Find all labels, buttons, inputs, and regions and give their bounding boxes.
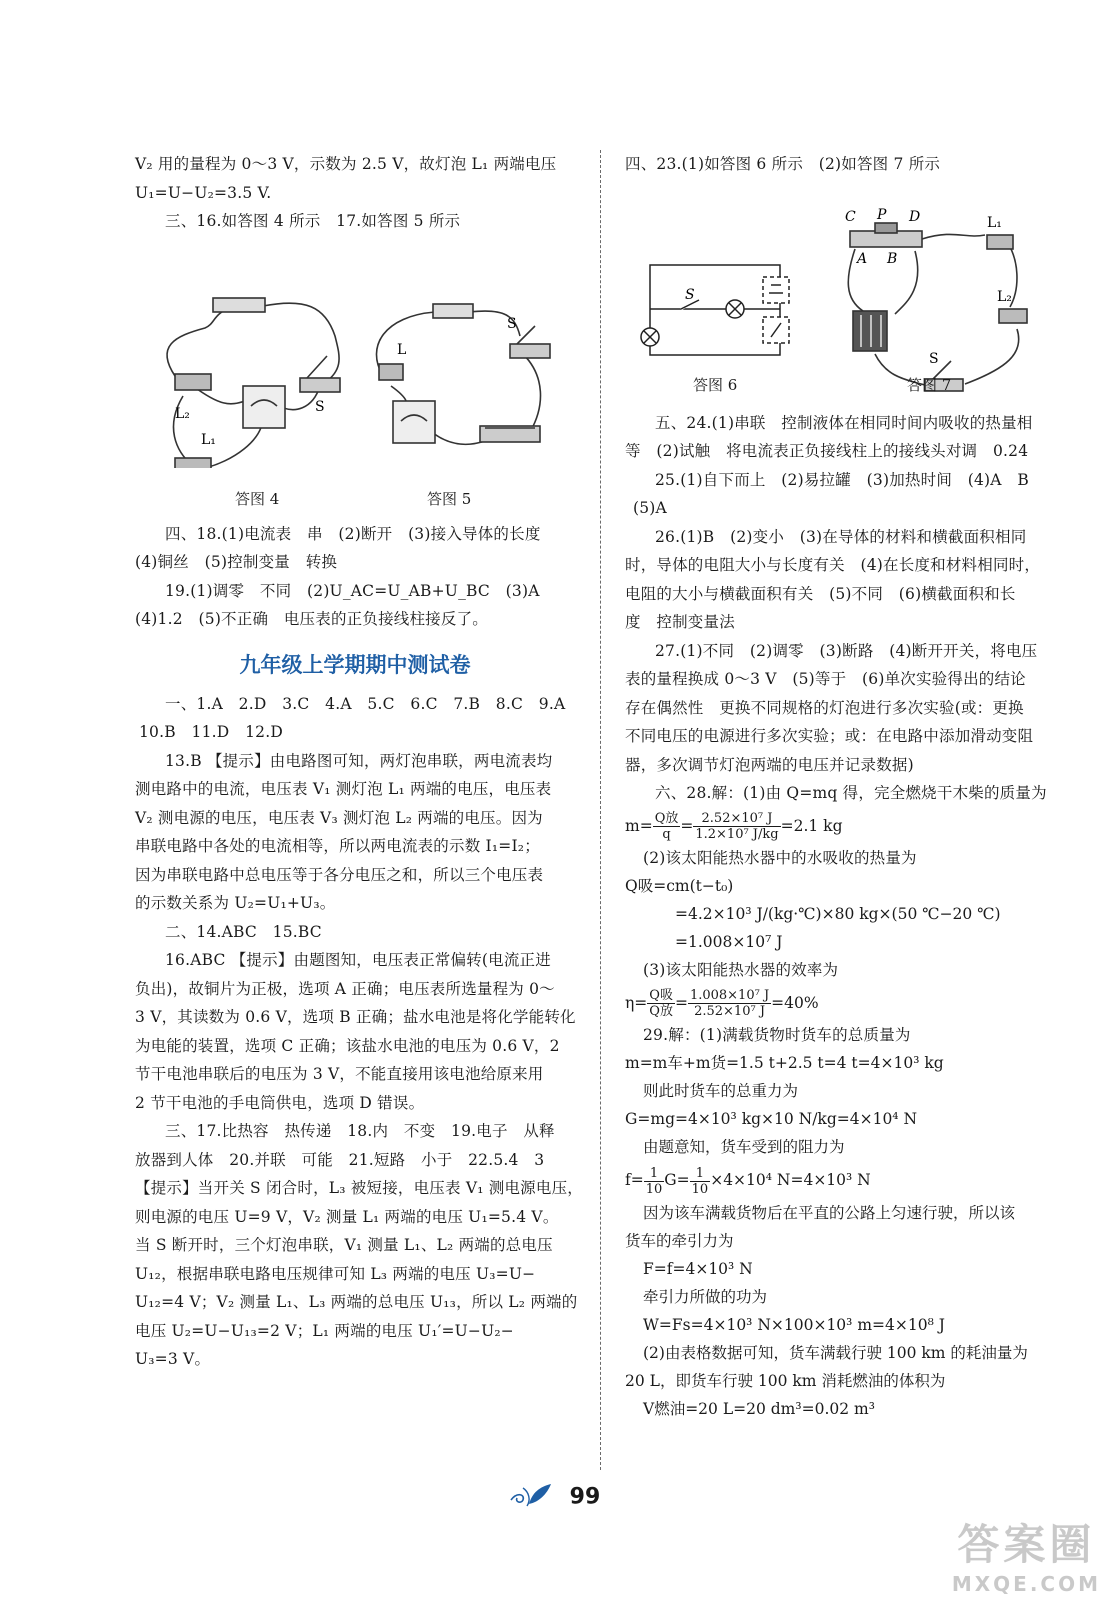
- answer-q14: 二、14.ABC 15.BC: [165, 922, 322, 941]
- equation-line: V燃油=20 L=20 dm³=0.02 m³: [643, 1400, 875, 1418]
- answer-q17-line: 【提示】当开关 S 闭合时，L₃ 被短接，电压表 V₁ 测电源电压，: [135, 1179, 583, 1197]
- fraction-denominator: Q放: [649, 1004, 673, 1019]
- watermark: [952, 1512, 1101, 1596]
- figures-6-7: [625, 179, 1065, 401]
- answer-q17-line: U₁₂，根据串联电路电压规律可知 L₃ 两端的电压 U₃=U−: [135, 1264, 536, 1283]
- eq-mid: =: [674, 993, 688, 1012]
- fraction-denominator: 10: [645, 1181, 663, 1197]
- fraction: [688, 988, 771, 1019]
- answer-q16-line: 节干电池串联后的电压为 3 V，不能直接用该电池给原来用: [135, 1065, 544, 1083]
- answer-q19-line1: 19.(1)调零 不同 (2)U_AC=U_AB+U_BC (3)A: [165, 581, 540, 600]
- right-column: [625, 150, 1065, 1423]
- text-line: 由题意知，货车受到的阻力为: [643, 1138, 845, 1156]
- watermark-line1: 答案圈: [957, 1520, 1096, 1569]
- fraction-numerator: 1.008×10⁷ J: [689, 988, 770, 1003]
- equation-line: m=m车+m货=1.5 t+2.5 t=4 t=4×10³ kg: [625, 1054, 944, 1072]
- left-column: [135, 150, 583, 1374]
- answer-q26-line: 电阻的大小与横截面积有关 (5)不同 (6)横截面积和长: [625, 584, 1016, 603]
- fraction: [693, 811, 780, 842]
- answer-q19-line2: (4)1.2 (5)不正确 电压表的正负接线柱接反了。: [135, 610, 488, 628]
- label-d: D: [909, 208, 921, 225]
- answer-q24-line1: 五、24.(1)串联 控制液体在相同时间内吸收的热量相: [655, 413, 1033, 432]
- fraction: [647, 988, 675, 1019]
- eq-lhs: η=: [625, 993, 648, 1012]
- answer-q13-line: 13.B 【提示】由电路图可知，两灯泡串联，两电流表均: [165, 751, 553, 770]
- fraction-denominator: 1.2×10⁷ J/kg: [695, 827, 779, 842]
- answer-q17-line: U₁₂=4 V；V₂ 测量 L₁、L₃ 两端的总电压 U₁₃，所以 L₂ 两端的: [135, 1293, 578, 1311]
- equation-line: F=f=4×10³ N: [643, 1260, 753, 1278]
- label-s: S: [315, 398, 325, 415]
- eq-mid: =: [680, 816, 694, 835]
- equation-line: Q吸=cm(t−t₀): [625, 877, 734, 895]
- fraction-numerator: Q放: [654, 811, 679, 826]
- text-line: V₂ 用的量程为 0～3 V，示数为 2.5 V，故灯泡 L₁ 两端电压: [135, 155, 557, 173]
- label-b: B: [887, 250, 898, 267]
- answer-q18-line1: 四、18.(1)电流表 串 (2)断开 (3)接入导体的长度: [165, 524, 541, 543]
- leaf-ornament-icon: [509, 1482, 555, 1512]
- answer-q26-line: 度 控制变量法: [625, 613, 735, 631]
- fraction: [690, 1166, 711, 1197]
- text-line: 货车的牵引力为: [625, 1232, 734, 1250]
- fraction-numerator: Q吸: [649, 988, 673, 1003]
- figures-4-5: [135, 236, 575, 508]
- page-footer: [0, 1482, 1109, 1512]
- label-s: S: [507, 315, 517, 332]
- caption-fig4: 答图 4: [235, 489, 280, 508]
- answer-q13-line: V₂ 测电源的电压，电压表 V₃ 测灯泡 L₂ 两端的电压。因为: [135, 808, 543, 827]
- eq-lhs: m=: [625, 816, 653, 835]
- page-number: 99: [569, 1484, 601, 1510]
- answer-q28-2: (2)该太阳能热水器中的水吸收的热量为: [643, 848, 917, 867]
- label-c: C: [845, 208, 856, 225]
- answer-q25-line2: (5)A: [633, 499, 667, 517]
- label-l2: L₂: [175, 405, 190, 422]
- text-line: 20 L，即货车行驶 100 km 消耗燃油的体积为: [625, 1372, 946, 1390]
- fraction: [644, 1166, 665, 1197]
- answer-q29-head: 29.解：(1)满载货物时货车的总质量为: [643, 1025, 911, 1044]
- fraction-numerator: 1: [644, 1166, 665, 1182]
- eq-lhs: f=: [625, 1171, 644, 1189]
- eq-mid: G=: [664, 1171, 690, 1189]
- answer-q26-line: 时，导体的电阻大小与长度有关 (4)在长度和材料相同时，: [625, 556, 1041, 574]
- answer-q26-line: 26.(1)B (2)变小 (3)在导体的材料和横截面积相同: [655, 527, 1027, 546]
- answer-q1-line1: 一、1.A 2.D 3.C 4.A 5.C 6.C 7.B 8.C 9.A: [165, 694, 566, 713]
- answer-q13-line: 串联电路中各处的电流相等，所以两电流表的示数 I₁=I₂；: [135, 837, 540, 855]
- answer-q17-line: 放器到人体 20.并联 可能 21.短路 小于 22.5.4 3: [135, 1150, 545, 1169]
- text-line: U₁=U−U₂=3.5 V.: [135, 183, 272, 202]
- fraction: [653, 811, 681, 842]
- answer-q16-line: 3 V，其读数为 0.6 V，选项 B 正确；盐水电池是将化学能转化: [135, 1008, 576, 1026]
- label-l1: L₁: [987, 214, 1002, 231]
- caption-fig7: 答图 7: [907, 375, 952, 394]
- answer-q17-line: 当 S 断开时，三个灯泡串联，V₁ 测量 L₁、L₂ 两端的总电压: [135, 1236, 553, 1254]
- equation-line: G=mg=4×10³ kg×10 N/kg=4×10⁴ N: [625, 1110, 918, 1128]
- text-line: 因为该车满载货物后在平直的公路上匀速行驶，所以该: [643, 1204, 1016, 1222]
- eq-rhs: =2.1 kg: [780, 816, 843, 835]
- figure-6-schematic: [641, 265, 789, 355]
- text-line: 牵引力所做的功为: [643, 1288, 768, 1306]
- answer-q24-line2: 等 (2)试触 将电流表正负接线柱上的接线头对调 0.24: [625, 442, 1029, 460]
- answer-q23: 四、23.(1)如答图 6 所示 (2)如答图 7 所示: [625, 155, 941, 173]
- equation-q29-force: [625, 1161, 1065, 1199]
- answer-q16-line: 2 节干电池的手电筒供电，选项 D 错误。: [135, 1093, 425, 1112]
- circuit-figures-4-5-image: [135, 236, 575, 468]
- text-line: (2)由表格数据可知，货车满载行驶 100 km 的耗油量为: [643, 1344, 1028, 1362]
- answer-q13-line: 的示数关系为 U₂=U₁+U₃。: [135, 894, 336, 912]
- answer-q27-line: 表的量程换成 0～3 V (5)等于 (6)单次实验得出的结论: [625, 670, 1026, 688]
- answer-q27-line: 不同电压的电源进行多次实验；或：在电路中添加滑动变阻: [625, 727, 1034, 745]
- answer-q17-line: 三、17.比热容 热传递 18.内 不变 19.电子 从释: [165, 1122, 555, 1140]
- fraction-numerator: 1: [690, 1166, 711, 1182]
- fraction-denominator: 10: [691, 1181, 709, 1197]
- caption-fig5: 答图 5: [427, 489, 472, 508]
- label-p: P: [877, 206, 887, 223]
- text-line: 则此时货车的总重力为: [643, 1082, 799, 1100]
- equation-line: =1.008×10⁷ J: [675, 933, 783, 951]
- answer-q16-17: 三、16.如答图 4 所示 17.如答图 5 所示: [165, 212, 461, 230]
- label-s: S: [685, 286, 695, 303]
- label-l2: L₂: [997, 288, 1012, 305]
- eq-rhs: =40%: [771, 993, 819, 1012]
- equation-line: =4.2×10³ J/(kg·℃)×80 kg×(50 ℃−20 ℃): [675, 905, 1001, 923]
- answer-q17-line: 则电源的电压 U=9 V，V₂ 测量 L₁ 两端的电压 U₁=5.4 V。: [135, 1207, 559, 1226]
- answer-q28-head: 六、28.解：(1)由 Q=mq 得，完全燃烧干木柴的质量为: [655, 784, 1047, 802]
- answer-q16-line: 为电能的装置，选项 C 正确；该盐水电池的电压为 0.6 V，2: [135, 1036, 560, 1055]
- section-title: 九年级上学期期中测试卷: [239, 651, 471, 677]
- eq-rhs: ×4×10⁴ N=4×10³ N: [710, 1171, 871, 1189]
- answer-q16-line: 16.ABC 【提示】由题图知，电压表正常偏转(电流正进: [165, 951, 551, 969]
- answer-q13-line: 测电路中的电流，电压表 V₁ 测灯泡 L₁ 两端的电压，电压表: [135, 780, 552, 798]
- label-s: S: [929, 350, 939, 367]
- fraction-denominator: 2.52×10⁷ J: [694, 1004, 766, 1019]
- answer-q28-3: (3)该太阳能热水器的效率为: [643, 961, 839, 979]
- figure-5-circuit: [376, 304, 550, 444]
- fraction-numerator: 2.52×10⁷ J: [693, 811, 780, 827]
- equation-q28-mass: [625, 808, 1065, 844]
- equation-line: W=Fs=4×10³ N×100×10³ m=4×10⁸ J: [643, 1316, 945, 1334]
- answer-q27-line: 27.(1)不同 (2)调零 (3)断路 (4)断开开关，将电压: [655, 641, 1038, 660]
- watermark-line2: MXQE.COM: [951, 1572, 1101, 1596]
- label-l1: L₁: [201, 431, 216, 448]
- label-l: L: [397, 341, 407, 358]
- answer-q27-line: 存在偶然性 更换不同规格的灯泡进行多次实验(或：更换: [625, 698, 1024, 717]
- circuit-figures-6-7-image: [625, 179, 1065, 401]
- equation-q28-efficiency: [625, 985, 1065, 1021]
- answer-q13-line: 因为串联电路中总电压等于各分电压之和，所以三个电压表: [135, 865, 544, 884]
- answer-q17-line: U₃=3 V。: [135, 1350, 211, 1368]
- answer-q1-line2: 10.B 11.D 12.D: [139, 723, 283, 741]
- answer-q17-line: 电压 U₂=U−U₁₃=2 V；L₁ 两端的电压 U₁′=U−U₂−: [135, 1321, 514, 1340]
- caption-fig6: 答图 6: [693, 375, 738, 394]
- answer-q25-line1: 25.(1)自下而上 (2)易拉罐 (3)加热时间 (4)A B: [655, 470, 1029, 489]
- answer-q16-line: 负出)，故铜片为正极，选项 A 正确；电压表所选量程为 0～: [135, 979, 555, 998]
- answer-q18-line2: (4)铜丝 (5)控制变量 转换: [135, 553, 338, 571]
- fraction-denominator: q: [662, 827, 671, 842]
- column-divider: [600, 150, 601, 1470]
- label-a: A: [857, 250, 868, 267]
- figure-4-circuit: [167, 298, 340, 468]
- answer-q27-line: 器，多次调节灯泡两端的电压并记录数据): [625, 755, 914, 774]
